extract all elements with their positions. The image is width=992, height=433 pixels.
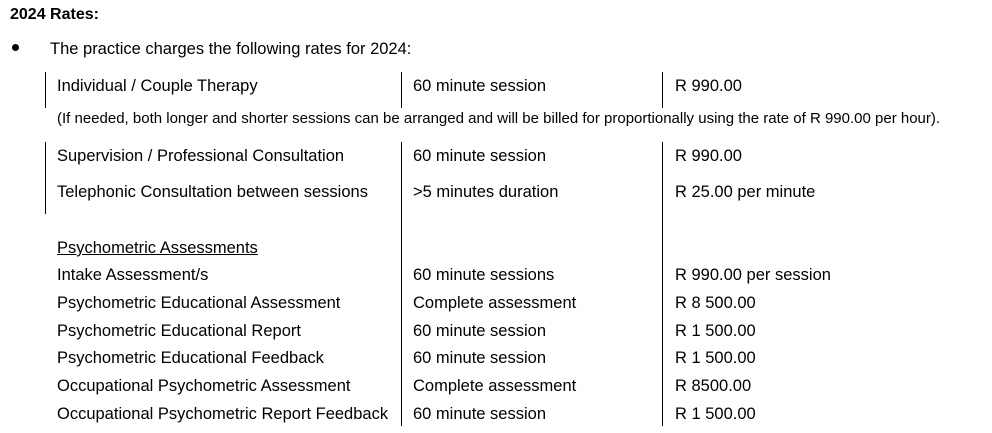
service-name: Intake Assessment/s: [57, 266, 209, 284]
rate-row: [57, 146, 977, 166]
session-duration: Complete assessment: [413, 294, 577, 312]
service-name: Telephonic Consultation between sessions: [57, 183, 368, 201]
rate-amount: R 1 500.00: [675, 405, 756, 423]
section-title: Psychometric Assessments: [57, 239, 258, 257]
service-name: Psychometric Educational Feedback: [57, 349, 324, 367]
billing-note: (If needed, both longer and shorter sessions can be arranged and will be billed for proportionally using the rate of R 990.00 per hour).: [57, 110, 941, 127]
rate-row: [57, 321, 977, 341]
session-duration: 60 minute session: [413, 405, 546, 423]
service-name: Psychometric Educational Report: [57, 322, 301, 340]
rate-row: [57, 265, 977, 285]
session-duration: 60 minute session: [413, 349, 546, 367]
document-heading: 2024 Rates:: [10, 6, 99, 23]
intro-text: The practice charges the following rates for 2024:: [50, 40, 412, 58]
rate-amount: R 8500.00: [675, 377, 752, 395]
rate-amount: R 1 500.00: [675, 322, 756, 340]
rate-row: [57, 76, 977, 96]
rate-amount: R 990.00: [675, 147, 742, 165]
bullet-icon: [12, 44, 19, 51]
session-duration: 60 minute session: [413, 322, 546, 340]
table-border-mid: [401, 72, 402, 108]
rate-row: [57, 376, 977, 396]
service-name: Psychometric Educational Assessment: [57, 294, 341, 312]
session-duration: >5 minutes duration: [413, 183, 559, 201]
session-duration: 60 minute session: [413, 77, 546, 95]
service-name: Individual / Couple Therapy: [57, 77, 258, 95]
section-row: [57, 238, 977, 258]
session-duration: 60 minute session: [413, 147, 546, 165]
service-name: Supervision / Professional Consultation: [57, 147, 345, 165]
service-name: Occupational Psychometric Report Feedback: [57, 405, 389, 423]
rate-row: [57, 293, 977, 313]
session-duration: 60 minute sessions: [413, 266, 555, 284]
rate-amount: R 25.00 per minute: [675, 183, 816, 201]
session-duration: Complete assessment: [413, 377, 577, 395]
rate-amount: R 1 500.00: [675, 349, 756, 367]
rate-row: [57, 182, 977, 202]
rate-amount: R 990.00 per session: [675, 266, 831, 284]
table-border-right: [662, 72, 663, 108]
service-name: Occupational Psychometric Assessment: [57, 377, 351, 395]
rate-row: [57, 404, 977, 424]
table-border-left: [45, 142, 46, 214]
rate-row: [57, 348, 977, 368]
table-border-left: [45, 72, 46, 108]
rate-amount: R 990.00: [675, 77, 742, 95]
rate-amount: R 8 500.00: [675, 294, 756, 312]
